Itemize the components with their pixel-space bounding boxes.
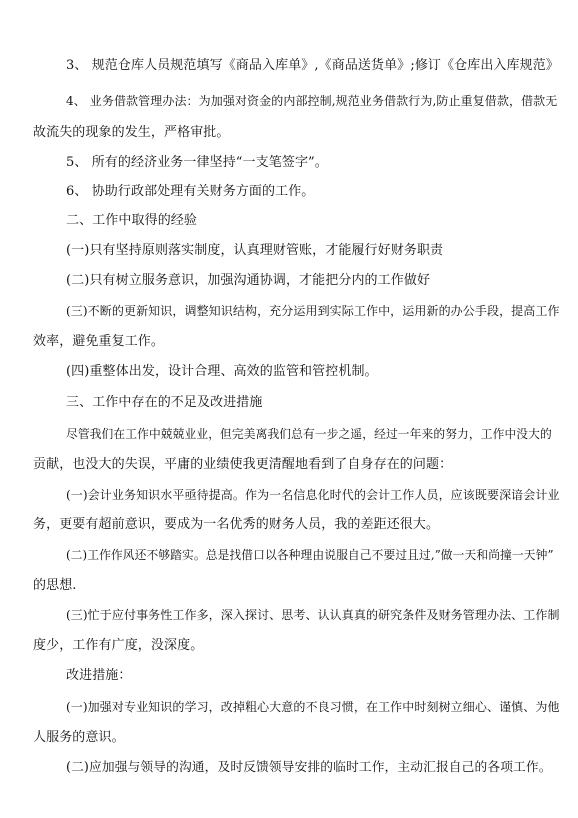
- text-line-22: (一)加强对专业知识的学习，改掉粗心大意的不良习惯，在工作中时刻树立细心、谨慎、为他: [66, 700, 560, 714]
- text-line-11: (四)重整体出发，设计合理、高效的监管和管控机制。: [66, 364, 378, 379]
- text-line-24: (二)应加强与领导的沟通，及时反馈领导安排的临时工作，主动汇报自己的各项工作。: [66, 760, 552, 775]
- text-line-7: (一)只有坚持原则落实制度，认真理财管账，才能履行好财务职责: [66, 243, 444, 258]
- text-line-3: 故流失的现象的发生，严格审批。: [33, 125, 230, 140]
- section-heading-3: 三、工作中存在的不足及改进措施: [66, 395, 263, 410]
- text-line-10: 效率，避免重复工作。: [33, 334, 165, 349]
- text-line-1: 3、 规范仓库人员规范填写《商品入库单》,《商品送货单》;修订《仓库出入库规范》: [66, 58, 559, 73]
- text-line-16: 务，更要有超前意识，要成为一名优秀的财务人员，我的差距还很大。: [33, 517, 440, 532]
- text-line-9: (三)不断的更新知识，调整知识结构，充分运用到实际工作中，运用新的办公手段，提高工作: [66, 304, 560, 318]
- text-line-5: 6、 协助行政部处理有关财务方面的工作。: [66, 184, 315, 199]
- text-line-2: 4、 业务借款管理办法：为加强对资金的内部控制,规范业务借款行为,防止重复借款，借款无: [66, 94, 558, 108]
- text-line-15: (一)会计业务知识水平亟待提高。作为一名信息化时代的会计工作人员，应该既要深谙会计业: [66, 488, 560, 502]
- text-line-17: (二)工作作风还不够踏实。总是找借口以各种理由说服自己不要过且过,”做一天和尚撞一天钟”: [66, 548, 554, 562]
- text-line-14: 贡献，也没大的失误，平庸的业绩使我更清醒地看到了自身存在的问题：: [33, 457, 453, 472]
- text-line-23: 人服务的意识。: [33, 730, 125, 745]
- text-line-21: 改进措施：: [66, 668, 132, 683]
- text-line-19: (三)忙于应付事务性工作多，深入探讨、思考、认认真真的研究条件及财务管理办法、工作制: [66, 608, 560, 622]
- text-line-4: 5、 所有的经济业务一律坚持“一支笔签字”。: [66, 155, 328, 170]
- section-heading-2: 二、工作中取得的经验: [66, 213, 198, 228]
- text-line-18: 的思想.: [33, 578, 77, 593]
- text-line-8: (二)只有树立服务意识，加强沟通协调，才能把分内的工作做好: [66, 273, 431, 288]
- text-line-13: 尽管我们在工作中兢兢业业，但完美离我们总有一步之遥，经过一年来的努力，工作中没大的: [66, 427, 552, 441]
- text-line-20: 度少，工作有广度，没深度。: [33, 638, 204, 653]
